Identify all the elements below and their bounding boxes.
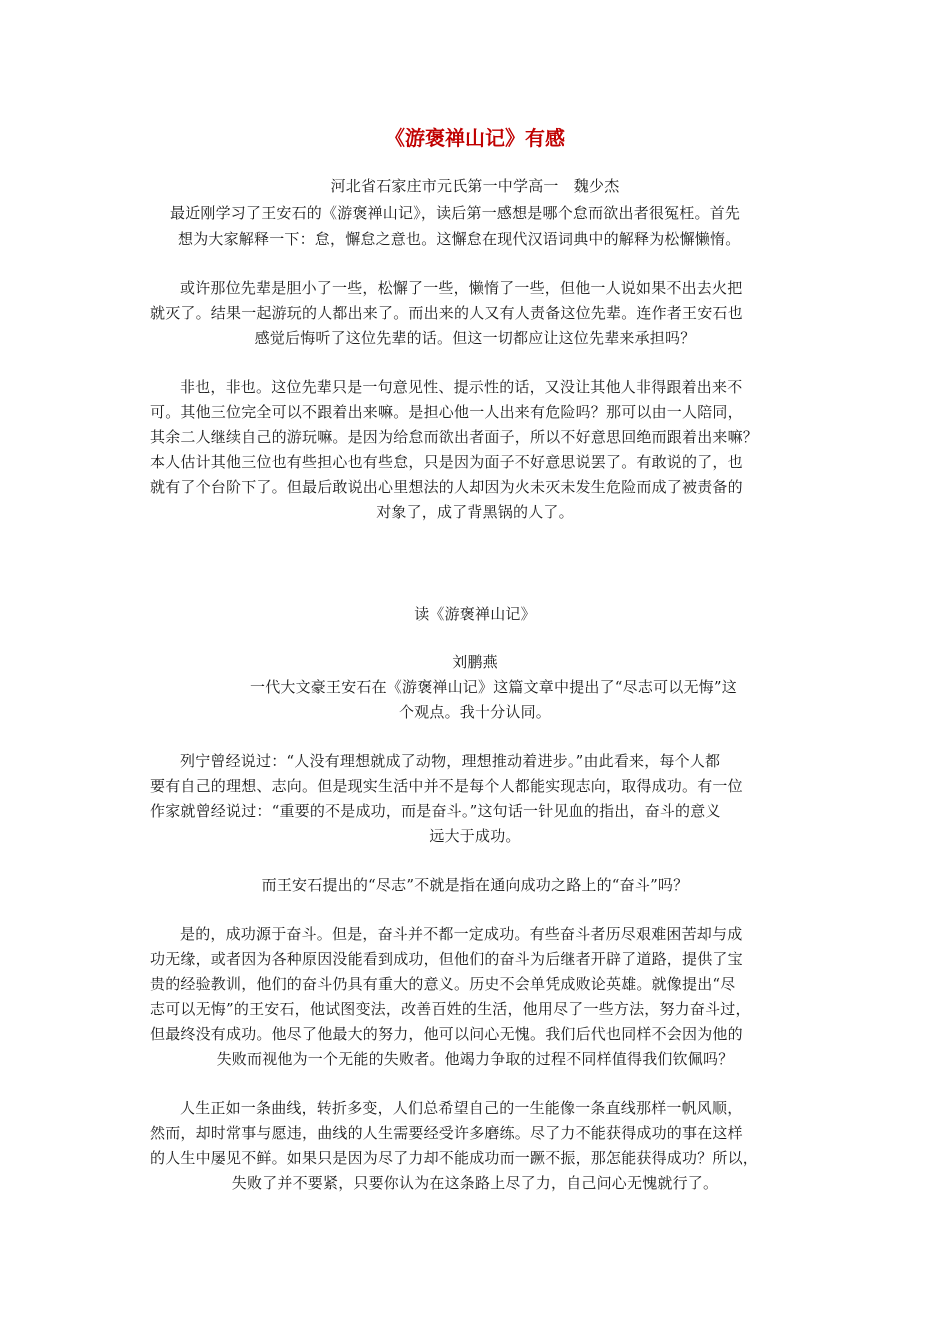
byline: 河北省石家庄市元氏第一中学高一 魏少杰 xyxy=(330,177,620,195)
p8-line-2: 然而，却时常事与愿违，曲线的人生需要经受许多磨练。尽了力不能获得成功的事在这样 xyxy=(150,1124,743,1142)
p2-line-1: 或许那位先辈是胆小了一些，松懈了一些，懒惰了一些，但他一人说如果不出去火把 xyxy=(180,279,743,297)
document-title: 《游褒禅山记》有感 xyxy=(385,126,565,150)
p4-line-2: 个观点。我十分认同。 xyxy=(398,703,551,721)
section2-author: 刘鹏燕 xyxy=(452,653,498,671)
p1-line-1: 最近刚学习了王安石的《游褒禅山记》，读后第一感想是哪个怠而欲出者很冤枉。首先 xyxy=(170,204,741,222)
p7-line-5: 但最终没有成功。他尽了他最大的努力，他可以问心无愧。我们后代也同样不会因为他的 xyxy=(150,1025,743,1043)
p4-line-1: 一代大文豪王安石在《游褒禅山记》这篇文章中提出了“尽志可以无悔”这 xyxy=(250,678,737,696)
p8-line-1: 人生正如一条曲线，转折多变，人们总希望自己的一生能像一条直线那样一帆风顺， xyxy=(180,1099,743,1117)
p7-line-6: 失败而视他为一个无能的失败者。他竭力争取的过程不同样值得我们钦佩吗？ xyxy=(216,1050,734,1068)
p7-line-3: 贵的经验教训，他们的奋斗仍具有重大的意义。历史不会单凭成败论英雄。就像提出“尽 xyxy=(150,975,736,993)
p6-line-1: 而王安石提出的“尽志”不就是指在通向成功之路上的“奋斗”吗？ xyxy=(261,876,689,894)
p5-line-4: 远大于成功。 xyxy=(429,827,521,845)
p2-line-2: 就灭了。结果一起游玩的人都出来了。而出来的人又有人责备这位先辈。连作者王安石也 xyxy=(150,304,743,322)
p3-line-6: 对象了，成了背黑锅的人了。 xyxy=(376,503,574,521)
p3-line-3: 其余二人继续自己的游玩嘛。是因为给怠而欲出者面子，所以不好意思回绝而跟着出来嘛？ xyxy=(150,428,759,446)
p3-line-4: 本人估计其他三位也有些担心也有些怠，只是因为面子不好意思说罢了。有敢说的了，也 xyxy=(150,453,743,471)
p7-line-1: 是的，成功源于奋斗。但是，奋斗并不都一定成功。有些奋斗者历尽艰难困苦却与成 xyxy=(180,925,743,943)
p5-line-2: 要有自己的理想、志向。但是现实生活中并不是每个人都能实现志向，取得成功。有一位 xyxy=(150,777,743,795)
p3-line-5: 就有了个台阶下了。但最后敢说出心里想法的人却因为火未灭未发生危险而成了被责备的 xyxy=(150,478,743,496)
p8-line-3: 的人生中屡见不鲜。如果只是因为尽了力却不能成功而一蹶不振，那怎能获得成功？所以， xyxy=(150,1149,759,1167)
p2-line-3: 感觉后悔听了这位先辈的话。但这一切都应让这位先辈来承担吗？ xyxy=(254,329,696,347)
p8-line-4: 失败了并不要紧，只要你认为在这条路上尽了力，自己问心无愧就行了。 xyxy=(231,1174,719,1192)
p5-line-3: 作家就曾经说过：“重要的不是成功，而是奋斗。”这句话一针见血的指出，奋斗的意义 xyxy=(150,802,721,820)
section2-title: 读《游褒禅山记》 xyxy=(414,605,536,623)
p3-line-2: 可。其他三位完全可以不跟着出来嘛。是担心他一人出来有危险吗？那可以由一人陪同， xyxy=(150,403,743,421)
p7-line-2: 功无缘，或者因为各种原因没能看到成功，但他们的奋斗为后继者开辟了道路，提供了宝 xyxy=(150,950,743,968)
p1-line-2: 想为大家解释一下：怠，懈怠之意也。这懈怠在现代汉语词典中的解释为松懈懒惰。 xyxy=(178,230,741,248)
p5-line-1: 列宁曾经说过：“人没有理想就成了动物，理想推动着进步。”由此看来，每个人都 xyxy=(180,752,721,770)
p3-line-1: 非也，非也。这位先辈只是一句意见性、提示性的话，又没让其他人非得跟着出来不 xyxy=(180,378,743,396)
p7-line-4: 志可以无悔”的王安石，他试图变法，改善百姓的生活，他用尽了一些方法，努力奋斗过， xyxy=(150,1000,751,1018)
